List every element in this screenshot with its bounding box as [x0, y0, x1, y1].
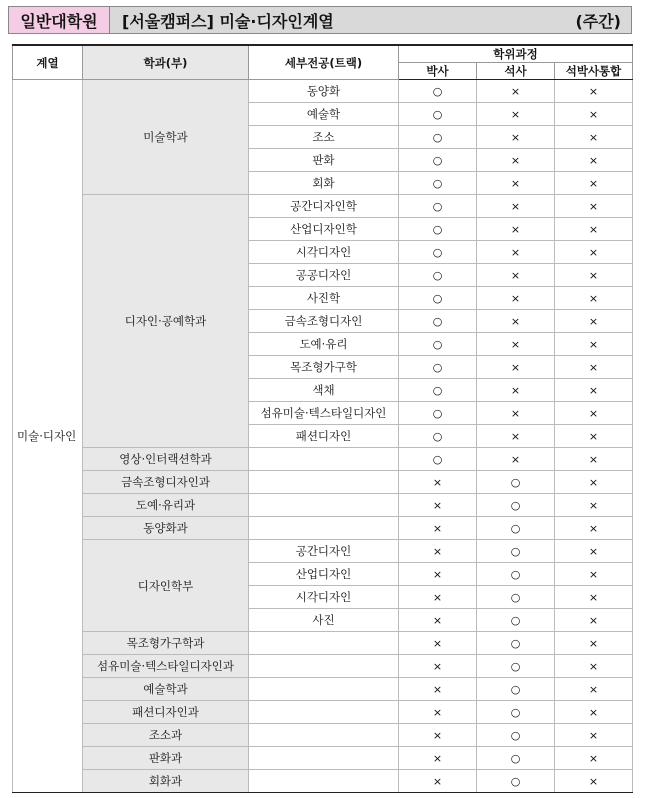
combined-cell: × [555, 356, 633, 379]
major-cell [249, 494, 399, 517]
table-row [13, 195, 633, 218]
phd-cell: ○ [399, 80, 477, 103]
master-cell: ○ [477, 471, 555, 494]
master-cell: ○ [477, 747, 555, 770]
master-cell: ○ [477, 586, 555, 609]
master-cell: × [477, 356, 555, 379]
phd-cell: × [399, 747, 477, 770]
combined-cell: × [555, 333, 633, 356]
phd-cell: × [399, 517, 477, 540]
combined-cell: × [555, 425, 633, 448]
table-row [13, 632, 633, 655]
phd-cell: × [399, 540, 477, 563]
master-cell: ○ [477, 701, 555, 724]
phd-cell: ○ [399, 149, 477, 172]
major-cell: 사진학 [249, 287, 399, 310]
master-cell: × [477, 195, 555, 218]
major-cell: 공간디자인학 [249, 195, 399, 218]
phd-cell: ○ [399, 103, 477, 126]
table-row [13, 770, 633, 793]
table-row [13, 517, 633, 540]
dept-cell: 미술학과 [83, 80, 249, 195]
major-cell: 공간디자인 [249, 540, 399, 563]
combined-cell: × [555, 126, 633, 149]
major-cell [249, 448, 399, 471]
master-cell: × [477, 333, 555, 356]
col-category-header: 계열 [13, 45, 83, 80]
phd-cell: × [399, 609, 477, 632]
dept-cell: 디자인학부 [83, 540, 249, 632]
major-cell: 사진 [249, 609, 399, 632]
combined-cell: × [555, 448, 633, 471]
phd-cell: × [399, 586, 477, 609]
combined-cell: × [555, 172, 633, 195]
major-cell [249, 701, 399, 724]
table-row [13, 494, 633, 517]
phd-cell: × [399, 471, 477, 494]
combined-cell: × [555, 149, 633, 172]
master-cell: × [477, 379, 555, 402]
table-row [13, 80, 633, 103]
header-bar [110, 6, 632, 34]
phd-cell: ○ [399, 310, 477, 333]
combined-cell: × [555, 241, 633, 264]
master-cell: ○ [477, 517, 555, 540]
master-cell: ○ [477, 724, 555, 747]
master-cell: ○ [477, 540, 555, 563]
phd-cell: × [399, 632, 477, 655]
dept-cell: 판화과 [83, 747, 249, 770]
phd-cell: × [399, 724, 477, 747]
combined-cell: × [555, 632, 633, 655]
master-cell: × [477, 264, 555, 287]
dept-cell: 도예·유리과 [83, 494, 249, 517]
col-phd-header: 박사 [399, 63, 477, 80]
phd-cell: ○ [399, 356, 477, 379]
master-cell: × [477, 287, 555, 310]
combined-cell: × [555, 655, 633, 678]
phd-cell: ○ [399, 264, 477, 287]
combined-cell: × [555, 264, 633, 287]
combined-cell: × [555, 287, 633, 310]
master-cell: × [477, 218, 555, 241]
major-cell: 시각디자인 [249, 586, 399, 609]
combined-cell: × [555, 609, 633, 632]
master-cell: × [477, 80, 555, 103]
phd-cell: × [399, 678, 477, 701]
combined-cell: × [555, 103, 633, 126]
phd-cell: × [399, 494, 477, 517]
col-combined-header: 석박사통합 [555, 63, 633, 80]
phd-cell: ○ [399, 172, 477, 195]
major-cell: 섬유미술·텍스타일디자인 [249, 402, 399, 425]
major-cell [249, 724, 399, 747]
master-cell: × [477, 448, 555, 471]
phd-cell: ○ [399, 218, 477, 241]
major-cell [249, 747, 399, 770]
category-cell: 미술·디자인 [13, 80, 83, 793]
combined-cell: × [555, 747, 633, 770]
table-row [13, 448, 633, 471]
master-cell: × [477, 425, 555, 448]
major-cell [249, 770, 399, 793]
phd-cell: ○ [399, 402, 477, 425]
table-row [13, 701, 633, 724]
dept-cell: 조소과 [83, 724, 249, 747]
major-cell: 판화 [249, 149, 399, 172]
combined-cell: × [555, 402, 633, 425]
table-row [13, 678, 633, 701]
phd-cell: ○ [399, 195, 477, 218]
master-cell: ○ [477, 494, 555, 517]
major-cell [249, 517, 399, 540]
program-badge: 일반대학원 [8, 6, 110, 34]
major-cell: 도예·유리 [249, 333, 399, 356]
page-title: [서울캠퍼스] 미술·디자인계열 [122, 11, 334, 31]
major-cell [249, 655, 399, 678]
master-cell: ○ [477, 770, 555, 793]
master-cell: ○ [477, 678, 555, 701]
combined-cell: × [555, 471, 633, 494]
phd-cell: ○ [399, 425, 477, 448]
dept-cell: 패션디자인과 [83, 701, 249, 724]
phd-cell: × [399, 770, 477, 793]
combined-cell: × [555, 563, 633, 586]
master-cell: ○ [477, 655, 555, 678]
major-cell: 색채 [249, 379, 399, 402]
dept-cell: 회화과 [83, 770, 249, 793]
major-cell: 예술학 [249, 103, 399, 126]
master-cell: × [477, 402, 555, 425]
major-cell: 목조형가구학 [249, 356, 399, 379]
col-major-header: 세부전공(트랙) [249, 45, 399, 80]
phd-cell: ○ [399, 448, 477, 471]
col-degree-header: 학위과정 [399, 45, 633, 63]
combined-cell: × [555, 517, 633, 540]
table-row [13, 471, 633, 494]
combined-cell: × [555, 379, 633, 402]
major-cell: 공공디자인 [249, 264, 399, 287]
col-master-header: 석사 [477, 63, 555, 80]
major-cell: 산업디자인학 [249, 218, 399, 241]
master-cell: ○ [477, 563, 555, 586]
master-cell: × [477, 126, 555, 149]
combined-cell: × [555, 586, 633, 609]
phd-cell: ○ [399, 333, 477, 356]
combined-cell: × [555, 678, 633, 701]
dept-cell: 예술학과 [83, 678, 249, 701]
major-cell: 동양화 [249, 80, 399, 103]
master-cell: × [477, 310, 555, 333]
major-cell: 금속조형디자인 [249, 310, 399, 333]
combined-cell: × [555, 540, 633, 563]
combined-cell: × [555, 195, 633, 218]
dept-cell: 영상·인터랙션학과 [83, 448, 249, 471]
major-cell: 산업디자인 [249, 563, 399, 586]
dept-cell: 목조형가구학과 [83, 632, 249, 655]
master-cell: × [477, 149, 555, 172]
table-row [13, 724, 633, 747]
dept-cell: 동양화과 [83, 517, 249, 540]
master-cell: × [477, 172, 555, 195]
phd-cell: ○ [399, 126, 477, 149]
major-cell: 패션디자인 [249, 425, 399, 448]
table-body [13, 80, 633, 793]
dept-cell: 금속조형디자인과 [83, 471, 249, 494]
table-row [13, 747, 633, 770]
major-cell: 시각디자인 [249, 241, 399, 264]
phd-cell: ○ [399, 241, 477, 264]
combined-cell: × [555, 310, 633, 333]
dept-cell: 섬유미술·텍스타일디자인과 [83, 655, 249, 678]
combined-cell: × [555, 724, 633, 747]
dept-cell: 디자인·공예학과 [83, 195, 249, 448]
combined-cell: × [555, 494, 633, 517]
table-row [13, 540, 633, 563]
master-cell: × [477, 241, 555, 264]
master-cell: ○ [477, 609, 555, 632]
phd-cell: × [399, 701, 477, 724]
schedule-note: (주간) [575, 11, 621, 31]
combined-cell: × [555, 701, 633, 724]
major-cell: 조소 [249, 126, 399, 149]
page-header [8, 6, 632, 34]
master-cell: × [477, 103, 555, 126]
program-table [12, 44, 633, 793]
combined-cell: × [555, 770, 633, 793]
combined-cell: × [555, 80, 633, 103]
major-cell [249, 678, 399, 701]
phd-cell: × [399, 655, 477, 678]
master-cell: ○ [477, 632, 555, 655]
phd-cell: × [399, 563, 477, 586]
table-row [13, 655, 633, 678]
major-cell [249, 632, 399, 655]
phd-cell: ○ [399, 379, 477, 402]
col-dept-header: 학과(부) [83, 45, 249, 80]
phd-cell: ○ [399, 287, 477, 310]
major-cell: 회화 [249, 172, 399, 195]
major-cell [249, 471, 399, 494]
combined-cell: × [555, 218, 633, 241]
